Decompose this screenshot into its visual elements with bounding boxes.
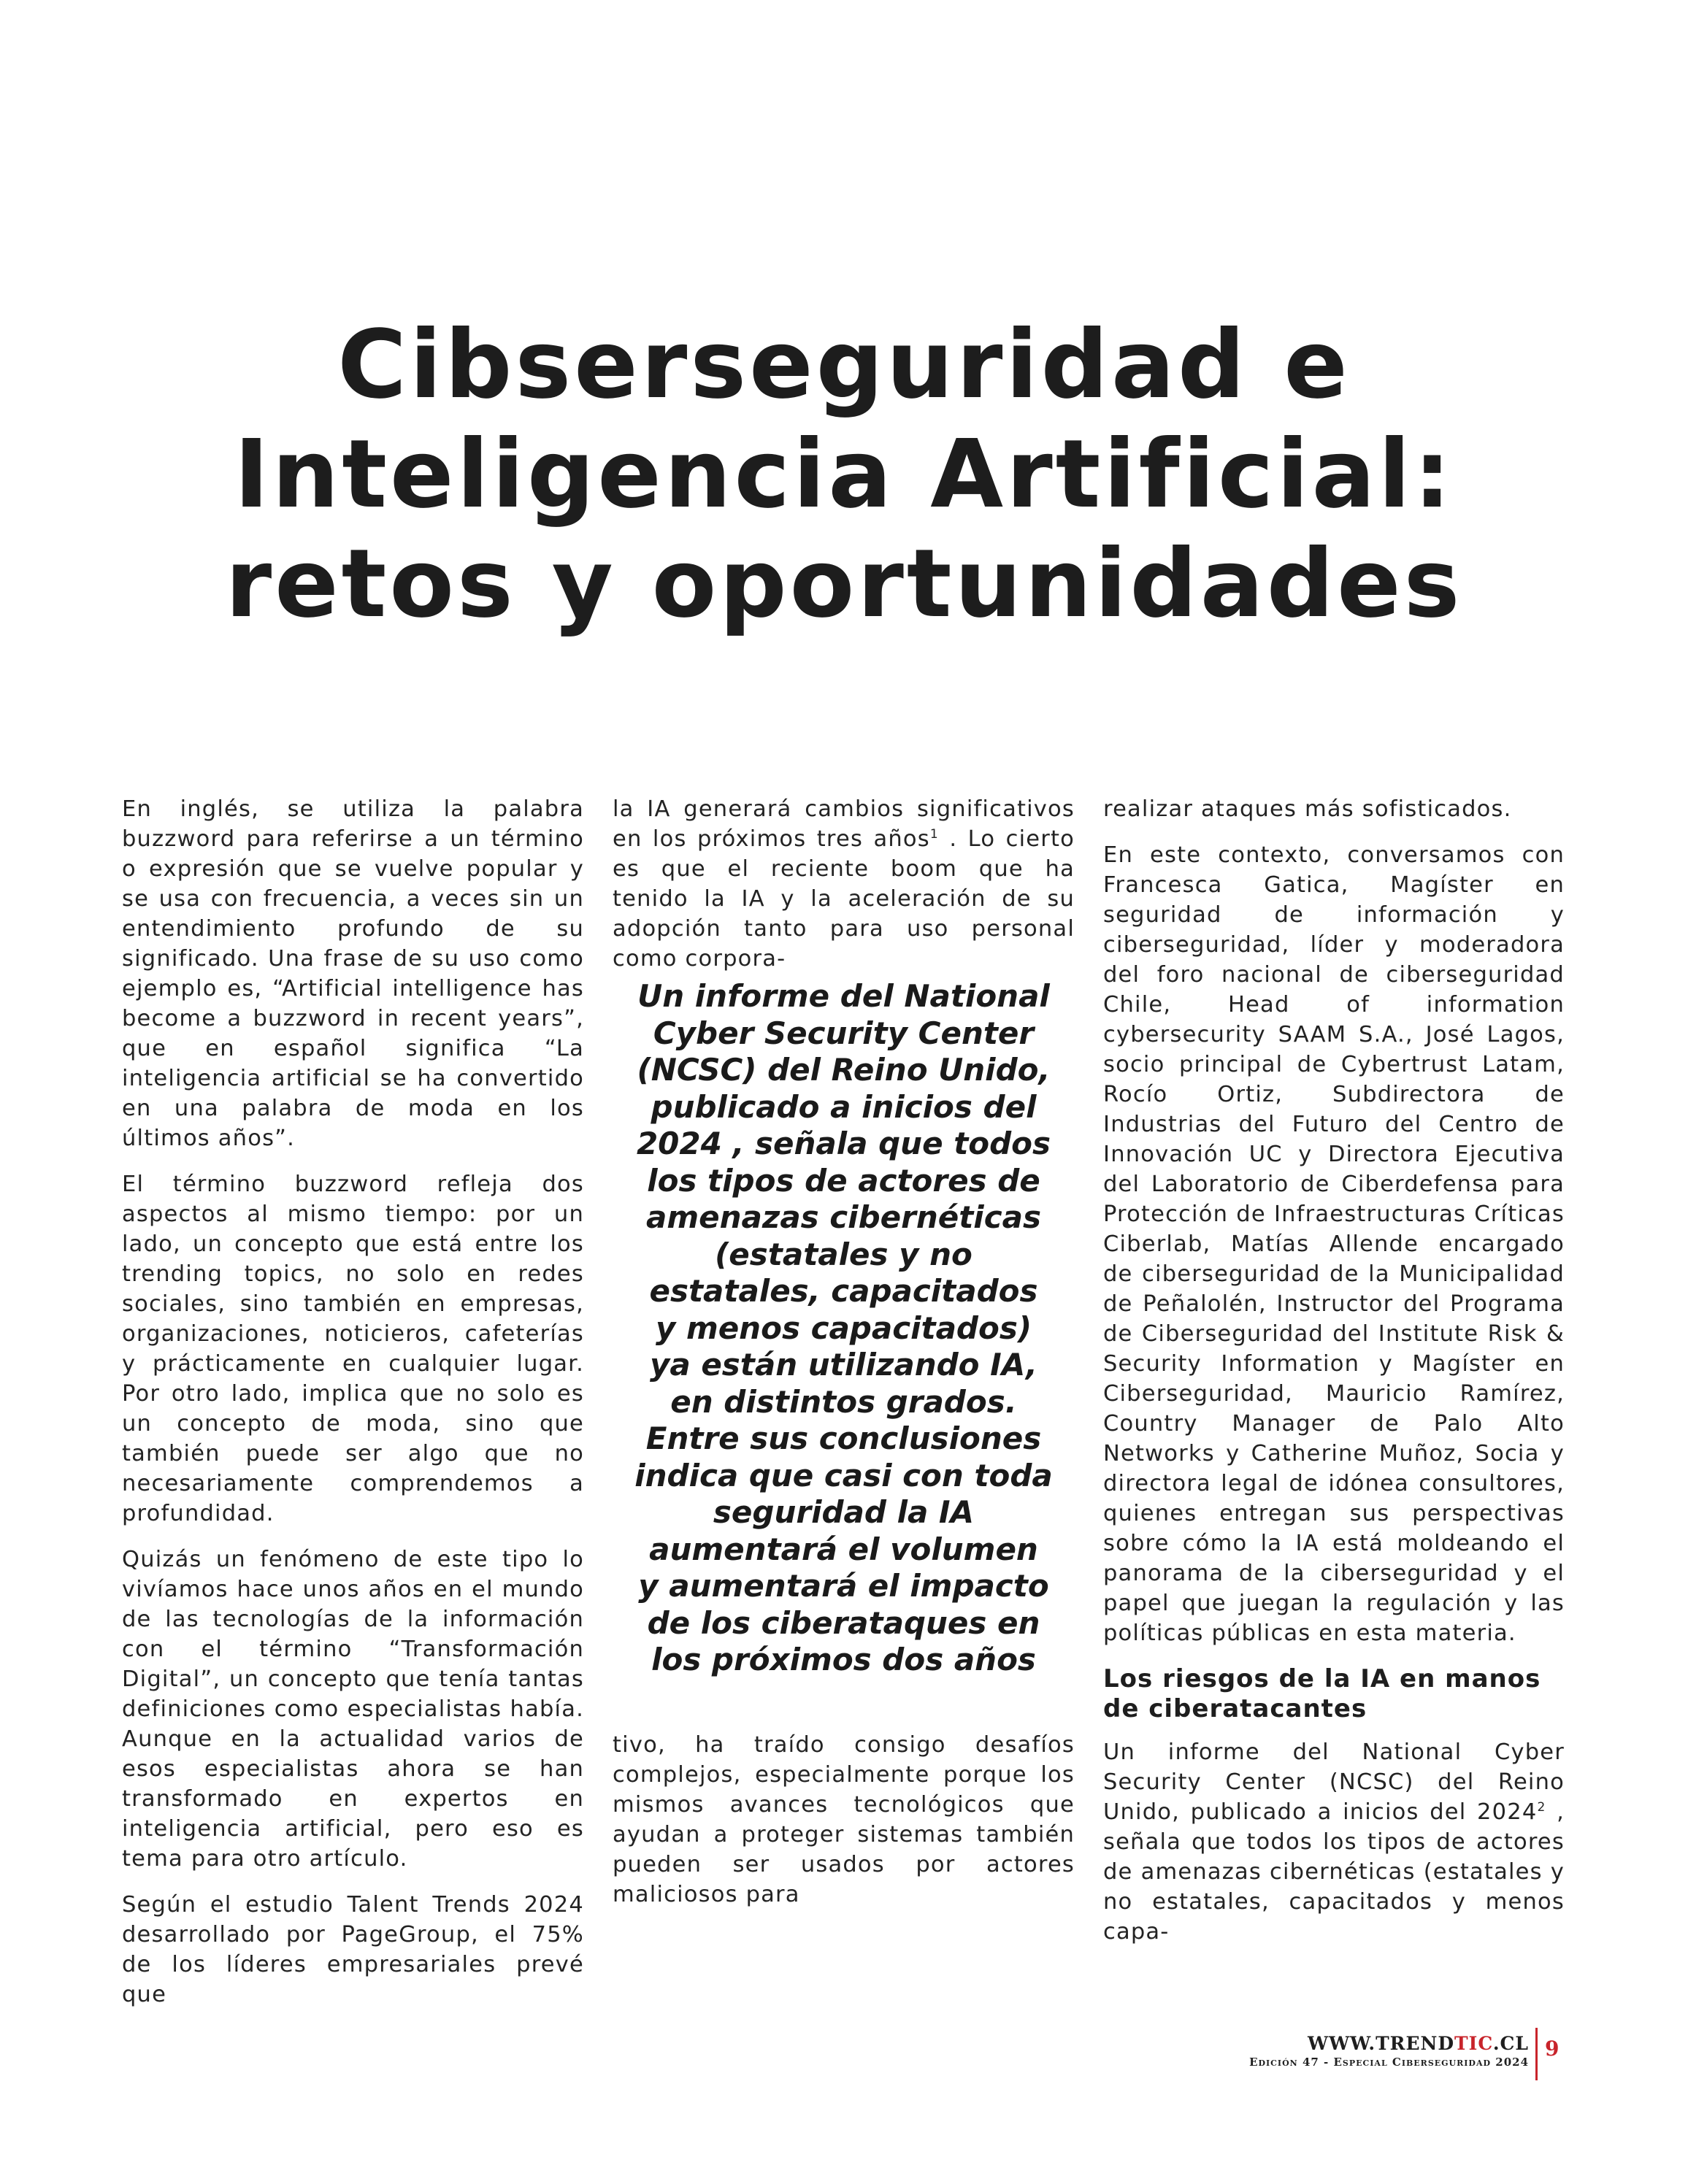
pull-quote-line: de los ciberataques en	[647, 1604, 1040, 1641]
body-paragraph: En este contexto, conversamos con Francesca Gatica, Magíster en seguridad de información y ciberseguridad, líder y moderadora del foro nacional de ciberseguridad Chile, Head of information cybersecurity SAAM S.A., José Lagos, socio principal de Cybertrust Latam, Rocío Ortiz, Subdirectora de Industrias del Futuro del Centro de Innovación UC y Directora Ejecutiva del Laboratorio de Ciberdefensa para Protección de Infraestructuras Críticas Ciberlab, Matías Allende encargado de ciberseguridad de la Municipalidad de Peñalolén, Instructor del Programa de Ciberseguridad del Institute Risk & Security Information y Magíster en Ciberseguridad, Mauricio Ramírez, Country Manager de Palo Alto Networks y Catherine Muñoz, Socia y directora legal de idónea consultores, quienes entregan sus perspectivas sobre cómo la IA está moldeando el panorama de la ciberseguridad y el papel que juegan la regulación y las políticas públicas en esta materia.	[1103, 842, 1565, 1646]
body-paragraph: Según el estudio Talent Trends 2024 desarrollado por PageGroup, el 75% de los líderes empresariales prevé que	[122, 1892, 584, 2007]
body-text: la IA generará cambios significativos en los próximos tres años	[613, 796, 1075, 852]
pull-quote-line: aumentará el volumen	[649, 1531, 1038, 1567]
site-url-suffix: .CL	[1492, 2033, 1529, 2054]
site-url	[1249, 2033, 1529, 2054]
section-heading: Los riesgos de la IA en manos de ciberatacantes	[1103, 1664, 1541, 1723]
pull-quote-line: (NCSC) del Reino Unido,	[637, 1052, 1051, 1088]
body-text: , señala que todos los tipos de actores de amenazas cibernéticas (estatales y no estatales, capacitados y menos capa-	[1103, 1799, 1565, 1945]
pull-quote-line: y menos capacitados)	[655, 1310, 1032, 1346]
pull-quote-line: amenazas cibernéticas	[646, 1199, 1041, 1235]
site-url-accent: TIC	[1454, 2033, 1493, 2054]
body-paragraph: En inglés, se utiliza la palabra buzzword para referirse a un término o expresión que se vuelve popular y se usa con frecuencia, a veces sin un entendimiento profundo de su significado. Una frase de su uso como ejemplo es, “Artificial intelligence has become a buzzword in recent years”, que en español significa “La inteligencia artificial se ha convertido en una palabra de moda en los últimos años”.	[122, 796, 584, 1151]
footnote-ref: 1	[929, 826, 939, 842]
pull-quote	[613, 978, 1075, 1679]
site-url-prefix: WWW.TREND	[1308, 2033, 1455, 2054]
page-number: 9	[1545, 2037, 1560, 2061]
page-footer	[1249, 2033, 1529, 2069]
pull-quote-line: en distintos grados.	[670, 1383, 1017, 1420]
pull-quote-line: seguridad la IA	[713, 1494, 975, 1530]
body-text: . Lo cierto es que el reciente boom que ha tenido la IA y la aceleración de su adopción tanto para uso personal como corpora-	[613, 826, 1075, 972]
pull-quote-line: y aumentará el impacto	[638, 1568, 1049, 1604]
body-paragraph: tivo, ha traído consigo desafíos complejos, especialmente porque los mismos avances tecnológicos que ayudan a proteger sistemas también pueden ser usados por actores maliciosos para	[613, 1732, 1075, 1907]
column-1	[122, 794, 584, 2026]
article-title	[0, 310, 1688, 639]
pull-quote-line: los próximos dos años	[651, 1642, 1036, 1677]
body-paragraph: Quizás un fenómeno de este tipo lo vivíamos hace unos años en el mundo de las tecnologías de la información con el término “Transformación Digital”, un concepto que tenía tantas definiciones como especialistas había. Aunque en la actualidad varios de esos especialistas ahora se han transformado en expertos en inteligencia artificial, pero eso es tema para otro artículo.	[122, 1547, 584, 1872]
column-3	[1103, 794, 1565, 1963]
pull-quote-line: estatales, capacitados	[649, 1273, 1038, 1309]
body-text: Un informe del National Cyber Security Center (NCSC) del Reino Unido, publicado a inicios del 2024	[1103, 1739, 1565, 1825]
title-line: Cibserseguridad e	[337, 310, 1351, 420]
footer-divider	[1535, 2028, 1538, 2080]
title-line: Inteligencia Artificial:	[234, 420, 1454, 529]
pull-quote-line: (estatales y no	[715, 1236, 972, 1272]
body-paragraph: El término buzzword refleja dos aspectos al mismo tiempo: por un lado, un concepto que está entre los trending topics, no solo en redes sociales, sino también en empresas, organizaciones, noticieros, cafeterías y prácticamente en cualquier lugar. Por otro lado, implica que no solo es un concepto de moda, sino que también puede ser algo que no necesariamente comprendemos a profundidad.	[122, 1172, 584, 1526]
title-line: retos y oportunidades	[225, 529, 1463, 639]
body-paragraph	[1103, 1737, 1565, 1947]
footnote-ref: 2	[1537, 1799, 1546, 1815]
body-paragraph: realizar ataques más sofisticados.	[1103, 796, 1512, 822]
pull-quote-line: Cyber Security Center	[653, 1015, 1035, 1051]
column-2-top	[613, 794, 1075, 990]
pull-quote-line: ya están utilizando IA,	[649, 1347, 1038, 1383]
column-2-bottom	[613, 1730, 1075, 1926]
edition-label: Edición 47 - Especial Ciberseguridad 2024	[1249, 2056, 1529, 2069]
pull-quote-line: indica que casi con toda	[634, 1457, 1053, 1493]
pull-quote-line: los tipos de actores de	[647, 1162, 1040, 1199]
pull-quote-line: Un informe del National	[637, 978, 1050, 1014]
pull-quote-line: Entre sus conclusiones	[645, 1420, 1042, 1456]
pull-quote-line: publicado a inicios del	[651, 1088, 1037, 1125]
body-paragraph	[613, 794, 1075, 974]
pull-quote-line: 2024 , señala que todos	[636, 1126, 1051, 1161]
